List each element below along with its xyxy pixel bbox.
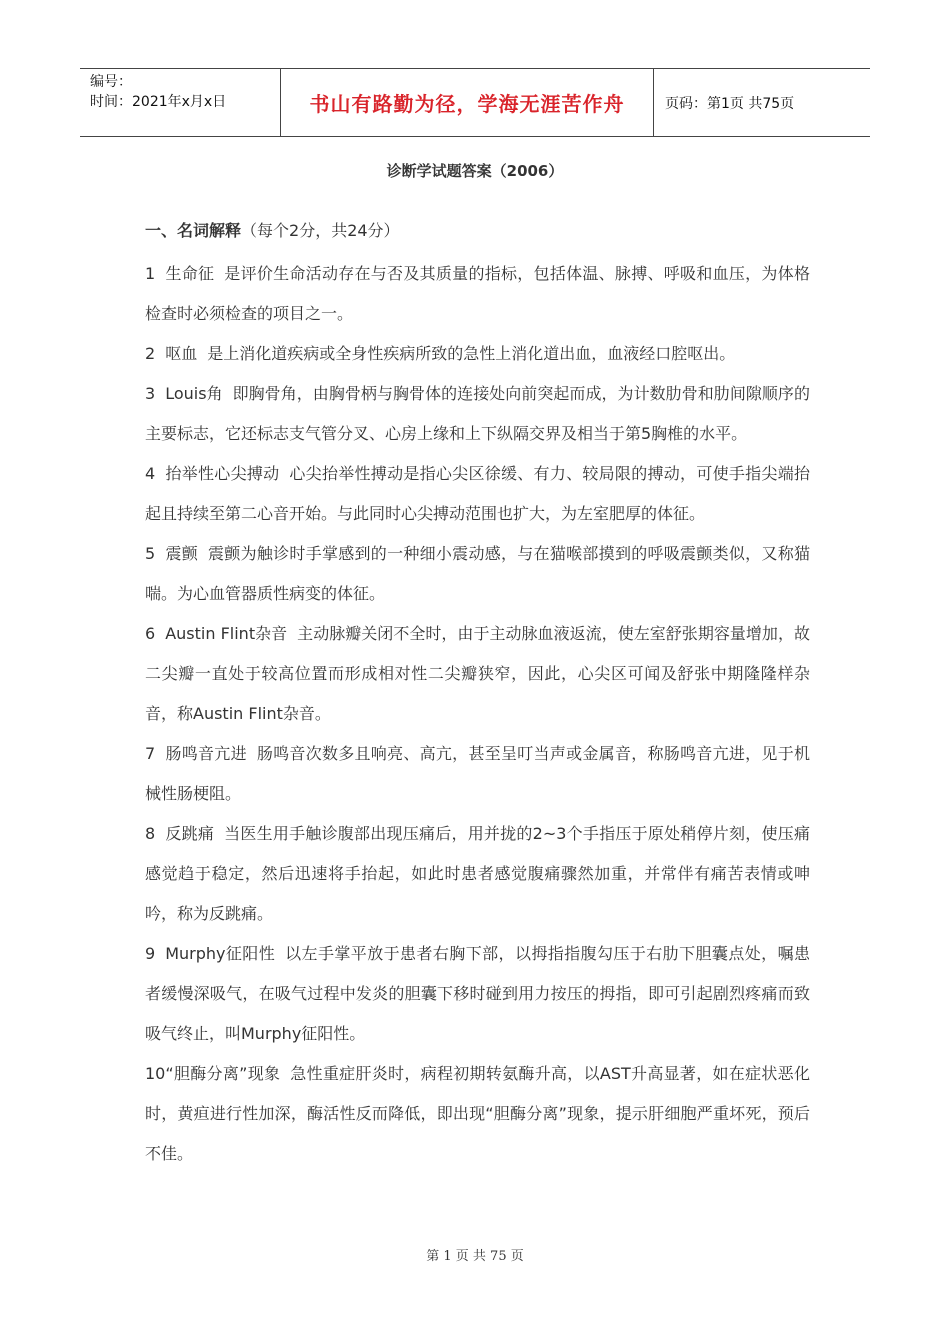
entry-number: 10 [145,1064,166,1083]
definition-entry [145,454,810,534]
definition-entry [145,534,810,614]
page-header [80,68,870,137]
document-number-label: 编号： [90,74,132,90]
document-body [145,214,810,1174]
entry-text: 当医生用手触诊腹部出现压痛后，用并拢的2~3个手指压于原处稍停片刻，使压痛感觉趋于稳定，然后迅速将手抬起，如此时患者感觉腹痛骤然加重，并常伴有痛苦表情或呻吟，称为反跳痛。 [145,824,810,923]
entry-number: 9 [145,944,156,963]
definition-entry [145,374,810,454]
header-page-info: 页码：第1页 共75页 [665,95,795,112]
entry-term: 肠鸣音亢进 [165,744,247,763]
document-title: 诊断学试题答案（2006） [386,162,564,180]
section-heading [145,214,810,248]
entry-text: 以左手掌平放于患者右胸下部，以拇指指腹勾压于右肋下胆囊点处，嘱患者缓慢深吸气，在吸气过程中发炎的胆囊下移时碰到用力按压的拇指，即可引起剧烈疼痛而致吸气终止，叫Murphy征阳性。 [145,944,810,1043]
definition-entry [145,254,810,334]
entry-term: Austin Flint杂音 [165,624,288,643]
header-motto-cell [281,69,654,136]
section-heading-title: 一、名词解释 [145,221,242,240]
entry-text: 肠鸣音次数多且响亮、高亢，甚至呈叮当声或金属音，称肠鸣音亢进，见于机械性肠梗阻。 [145,744,810,803]
entry-term: 震颤 [165,544,199,563]
header-motto: 书山有路勤为径，学海无涯苦作舟 [309,92,625,116]
entry-number: 8 [145,824,156,843]
entry-term: “胆酶分离”现象 [165,1064,281,1083]
entry-number: 3 [145,384,156,403]
definition-entry [145,934,810,1054]
entry-number: 2 [145,344,156,363]
page-footer: 第 1 页 共 75 页 [426,1249,524,1264]
entry-text: 即胸骨角，由胸骨柄与胸骨体的连接处向前突起而成，为计数肋骨和肋间隙顺序的主要标志，它还标志支气管分叉、心房上缘和上下纵隔交界及相当于第5胸椎的水平。 [145,384,810,443]
entry-text: 心尖抬举性搏动是指心尖区徐缓、有力、较局限的搏动，可使手指尖端抬起且持续至第二心音开始。与此同时心尖搏动范围也扩大，为左室肥厚的体征。 [145,464,810,523]
entry-text: 是评价生命活动存在与否及其质量的指标，包括体温、脉搏、呼吸和血压，为体格检查时必须检查的项目之一。 [145,264,810,323]
document-time-label: 时间：2021年x月x日 [90,94,227,110]
entry-term: 生命征 [165,264,215,283]
entry-term: 反跳痛 [165,824,215,843]
entry-text: 主动脉瓣关闭不全时，由于主动脉血液返流，使左室舒张期容量增加，故二尖瓣一直处于较高位置而形成相对性二尖瓣狭窄，因此，心尖区可闻及舒张中期隆隆样杂音，称Austin Flint杂音。 [145,624,810,723]
entry-term: Murphy征阳性 [165,944,276,963]
entry-text: 急性重症肝炎时，病程初期转氨酶升高，以AST升高显著，如在症状恶化时，黄疸进行性加深，酶活性反而降低，即出现“胆酶分离”现象，提示肝细胞严重坏死，预后不佳。 [145,1064,810,1163]
entry-number: 1 [145,264,156,283]
definition-entry [145,814,810,934]
entry-number: 5 [145,544,156,563]
header-meta [80,69,281,136]
entry-number: 4 [145,464,156,483]
entry-number: 6 [145,624,156,643]
entry-term: Louis角 [165,384,223,403]
entry-term: 呕血 [165,344,198,363]
entry-text: 是上消化道疾病或全身性疾病所致的急性上消化道出血，血液经口腔呕出。 [207,344,736,363]
definition-entry [145,614,810,734]
section-heading-note: （每个2分，共24分） [241,221,400,240]
entry-number: 7 [145,744,156,763]
definition-entry [145,734,810,814]
entry-text: 震颤为触诊时手掌感到的一种细小震动感，与在猫喉部摸到的呼吸震颤类似，又称猫喘。为心血管器质性病变的体征。 [145,544,810,603]
definition-entry [145,334,810,374]
definition-entry [145,1054,810,1174]
entry-term: 抬举性心尖搏动 [165,464,280,483]
